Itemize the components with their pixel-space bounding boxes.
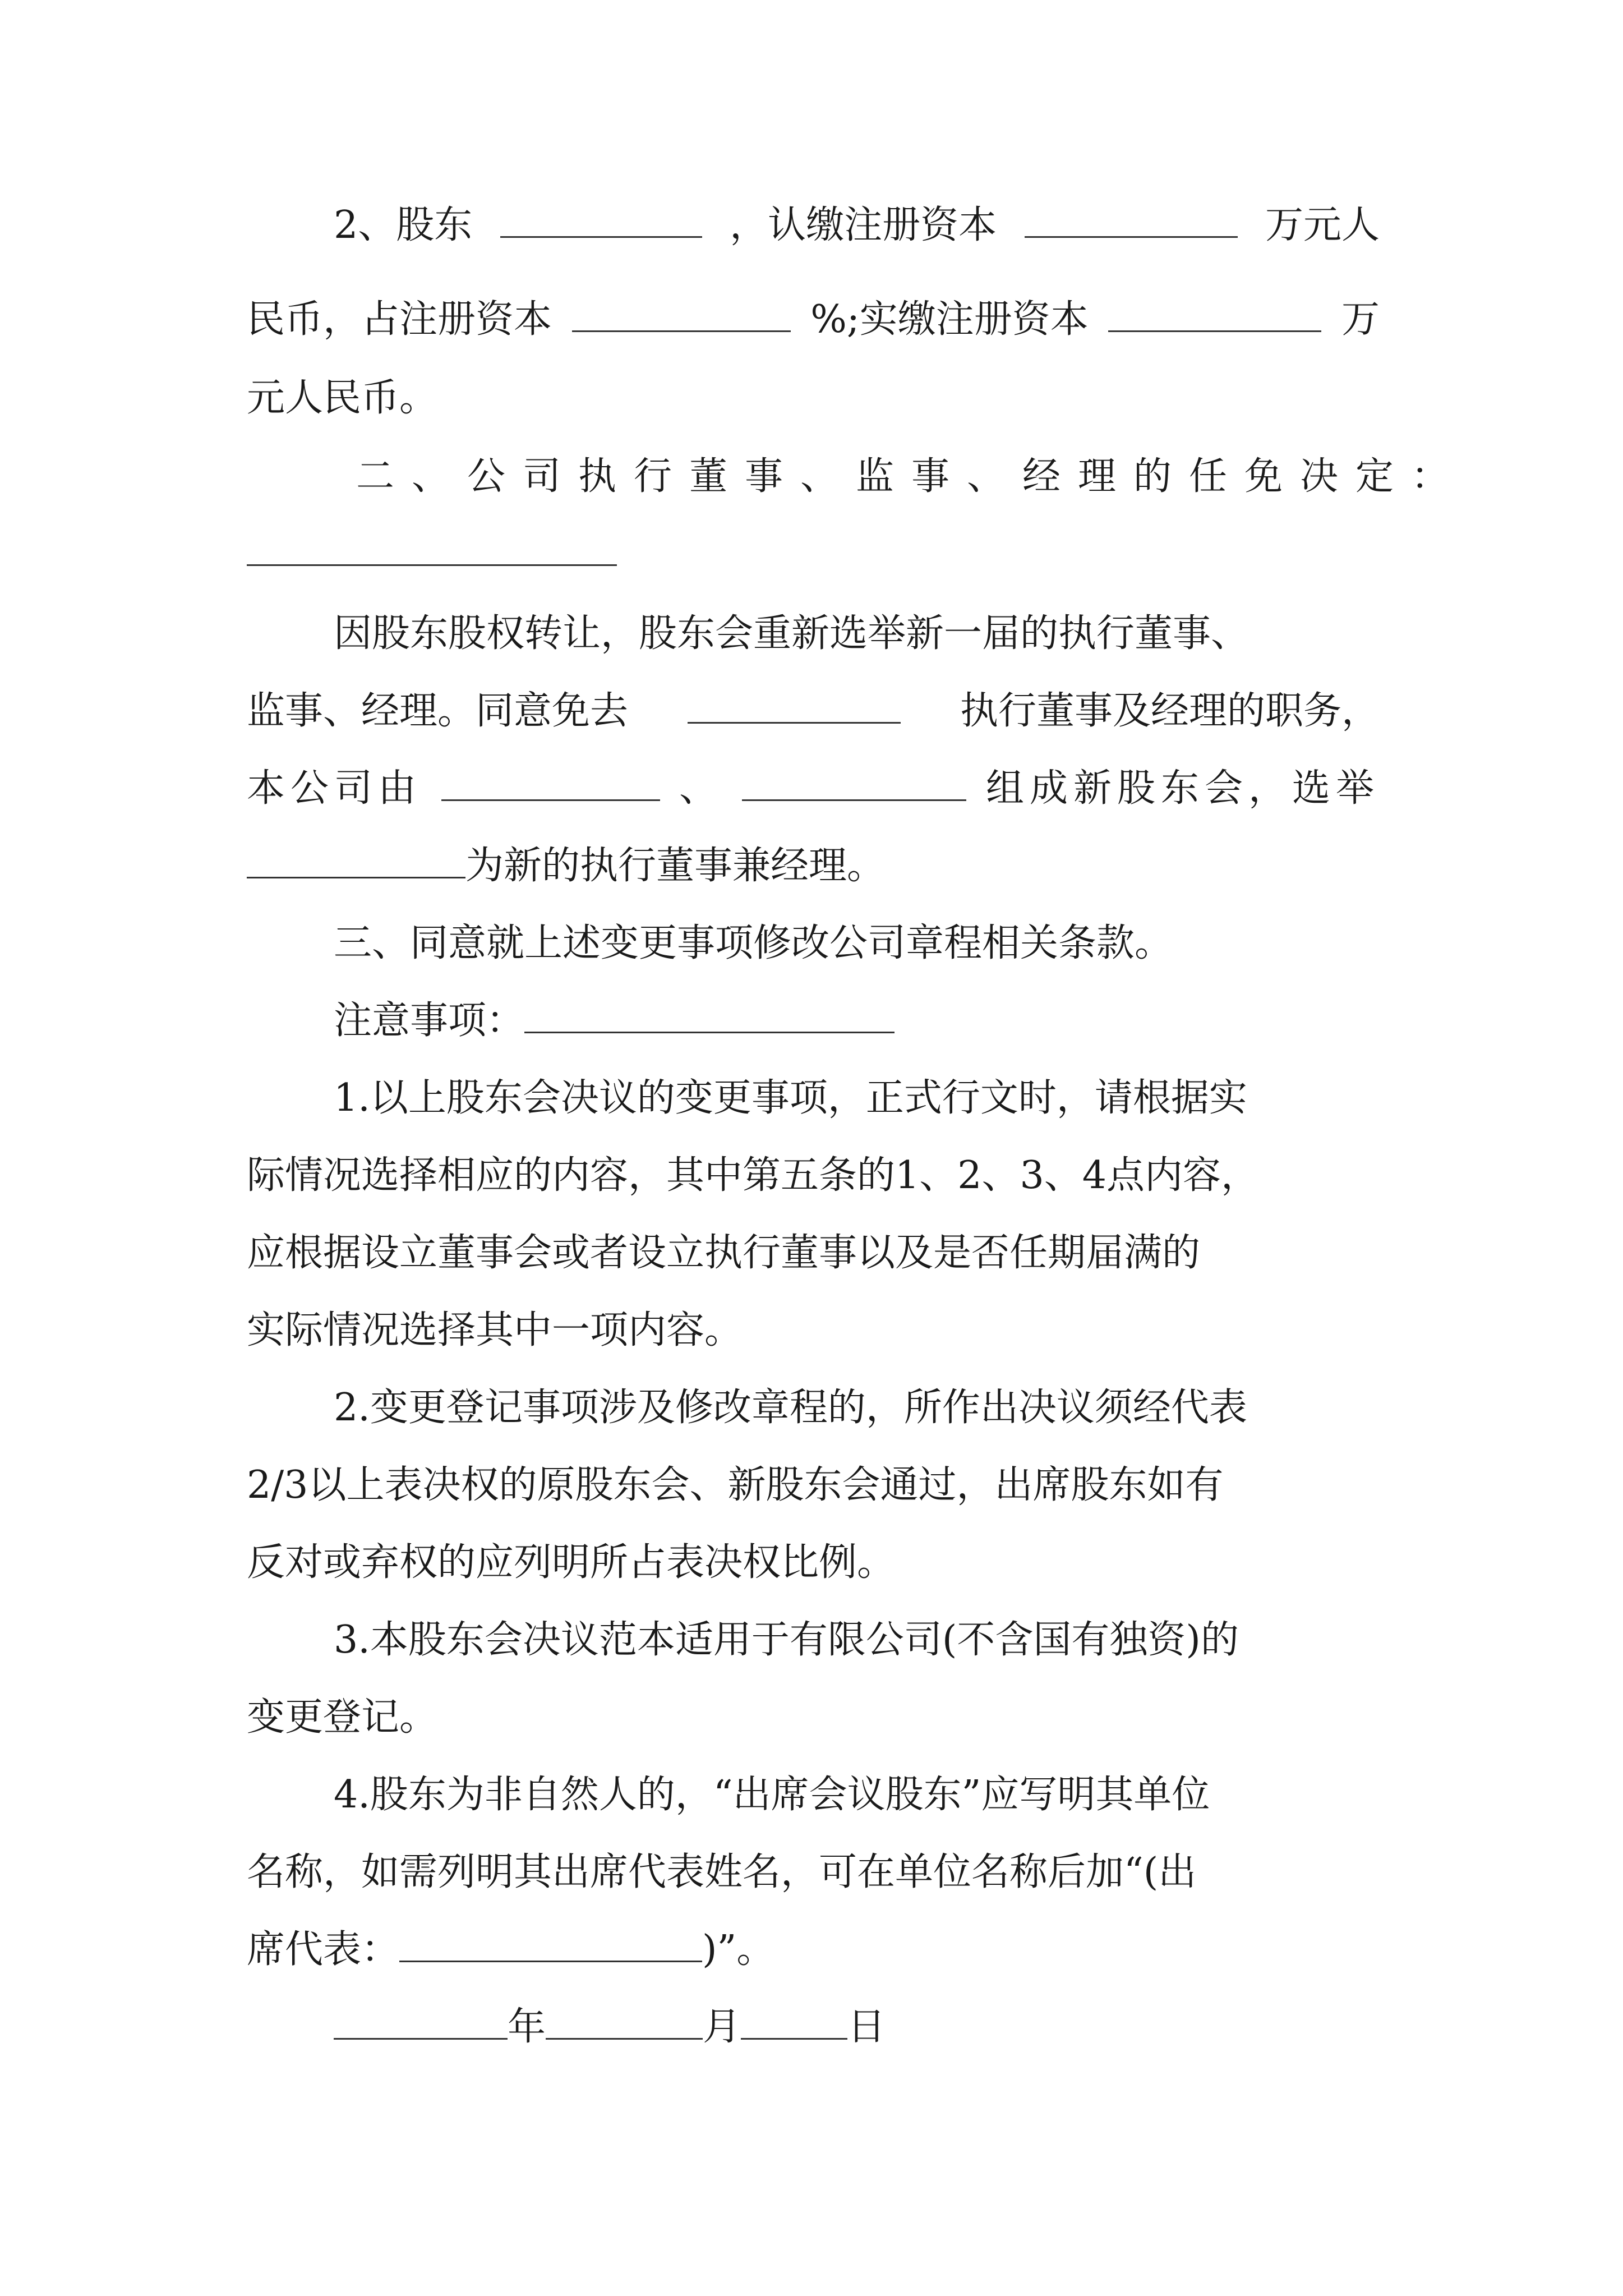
resolution-line2 bbox=[247, 683, 1380, 739]
note3-line2: 变更登记。 bbox=[247, 1695, 438, 1740]
blank-field-shareholder-a[interactable] bbox=[441, 763, 660, 801]
shareholder2-line2 bbox=[247, 292, 1380, 348]
blank-field-paid-capital[interactable] bbox=[1108, 295, 1321, 332]
blank-field-year[interactable] bbox=[334, 2002, 508, 2040]
resolution-line3 bbox=[247, 761, 1380, 817]
notes-label-line bbox=[334, 993, 1380, 1049]
text-segment: 为新的执行董事兼经理。 bbox=[465, 844, 886, 888]
section-heading-3: 三、同意就上述变更事项修改公司章程相关条款。 bbox=[334, 921, 1173, 965]
text-segment: 、 bbox=[679, 766, 723, 811]
date-month-label: 月 bbox=[703, 2005, 741, 2049]
note1-line4: 实际情况选择其中一项内容。 bbox=[247, 1308, 743, 1352]
blank-field-capital-percent[interactable] bbox=[572, 295, 791, 332]
text-segment: 万 bbox=[1341, 297, 1380, 342]
note2-line3: 反对或弃权的应列明所占表决权比例。 bbox=[247, 1540, 896, 1585]
text-segment: %;实缴注册资本 bbox=[810, 297, 1089, 342]
blank-field-subscribed-capital[interactable] bbox=[1025, 200, 1238, 238]
shareholder2-line1 bbox=[334, 197, 1380, 254]
blank-field-day[interactable] bbox=[741, 2002, 847, 2040]
text-segment: 组成新股东会，选举 bbox=[985, 766, 1380, 811]
notes-label: 注意事项： bbox=[334, 999, 525, 1043]
note4-line2: 名称，如需列明其出席代表姓名，可在单位名称后加“(出 bbox=[247, 1850, 1197, 1894]
blank-field-new-director[interactable] bbox=[247, 841, 465, 878]
text-segment: 本公司由 bbox=[247, 766, 422, 811]
text-segment: ，认缴注册资本 bbox=[730, 203, 997, 247]
blank-field-shareholder-name[interactable] bbox=[500, 200, 702, 238]
blank-field-appointment[interactable] bbox=[247, 564, 617, 566]
resolution-line4 bbox=[247, 838, 1380, 894]
resolution-line1: 因股东股权转让，股东会重新选举新一届的执行董事、 bbox=[334, 611, 1249, 656]
note4-line3 bbox=[247, 1922, 1380, 1978]
blank-field-shareholder-b[interactable] bbox=[742, 763, 966, 801]
blank-field-dismissed-person[interactable] bbox=[688, 686, 901, 724]
text-segment: 民币，占注册资本 bbox=[247, 297, 552, 342]
note2-line1: 2.变更登记事项涉及修改章程的，所作出决议须经代表 bbox=[334, 1386, 1247, 1430]
text-segment: 执行董事及经理的职务， bbox=[960, 689, 1380, 733]
text-segment: )”。 bbox=[702, 1927, 775, 1972]
text-segment: 监事、经理。同意免去 bbox=[247, 689, 629, 733]
date-year-label: 年 bbox=[508, 2005, 546, 2049]
note3-line1: 3.本股东会决议范本适用于有限公司(不含国有独资)的 bbox=[334, 1618, 1239, 1662]
note4-line1: 4.股东为非自然人的，“出席会议股东”应写明其单位 bbox=[334, 1773, 1210, 1817]
text-segment: 2、股东 bbox=[334, 203, 473, 247]
blank-field-representative[interactable] bbox=[399, 1925, 702, 1962]
note1-line1: 1.以上股东会决议的变更事项，正式行文时，请根据实 bbox=[334, 1076, 1247, 1120]
blank-field-notes[interactable] bbox=[524, 996, 895, 1033]
section-heading-2: 二、公司执行董事、监事、经理的任免决定： bbox=[356, 454, 1467, 499]
text-segment: 万元人 bbox=[1265, 203, 1380, 247]
note1-line2: 际情况选择相应的内容，其中第五条的1、2、3、4点内容， bbox=[247, 1153, 1260, 1198]
shareholder2-line3: 元人民币。 bbox=[247, 376, 438, 420]
text-segment: 席代表： bbox=[247, 1927, 400, 1972]
date-line bbox=[334, 1999, 1380, 2055]
note2-line2: 2/3以上表决权的原股东会、新股东会通过，出席股东如有 bbox=[247, 1463, 1224, 1507]
note1-line3: 应根据设立董事会或者设立执行董事以及是否任期届满的 bbox=[247, 1231, 1201, 1275]
blank-field-month[interactable] bbox=[546, 2002, 703, 2040]
date-day-label: 日 bbox=[847, 2005, 886, 2049]
